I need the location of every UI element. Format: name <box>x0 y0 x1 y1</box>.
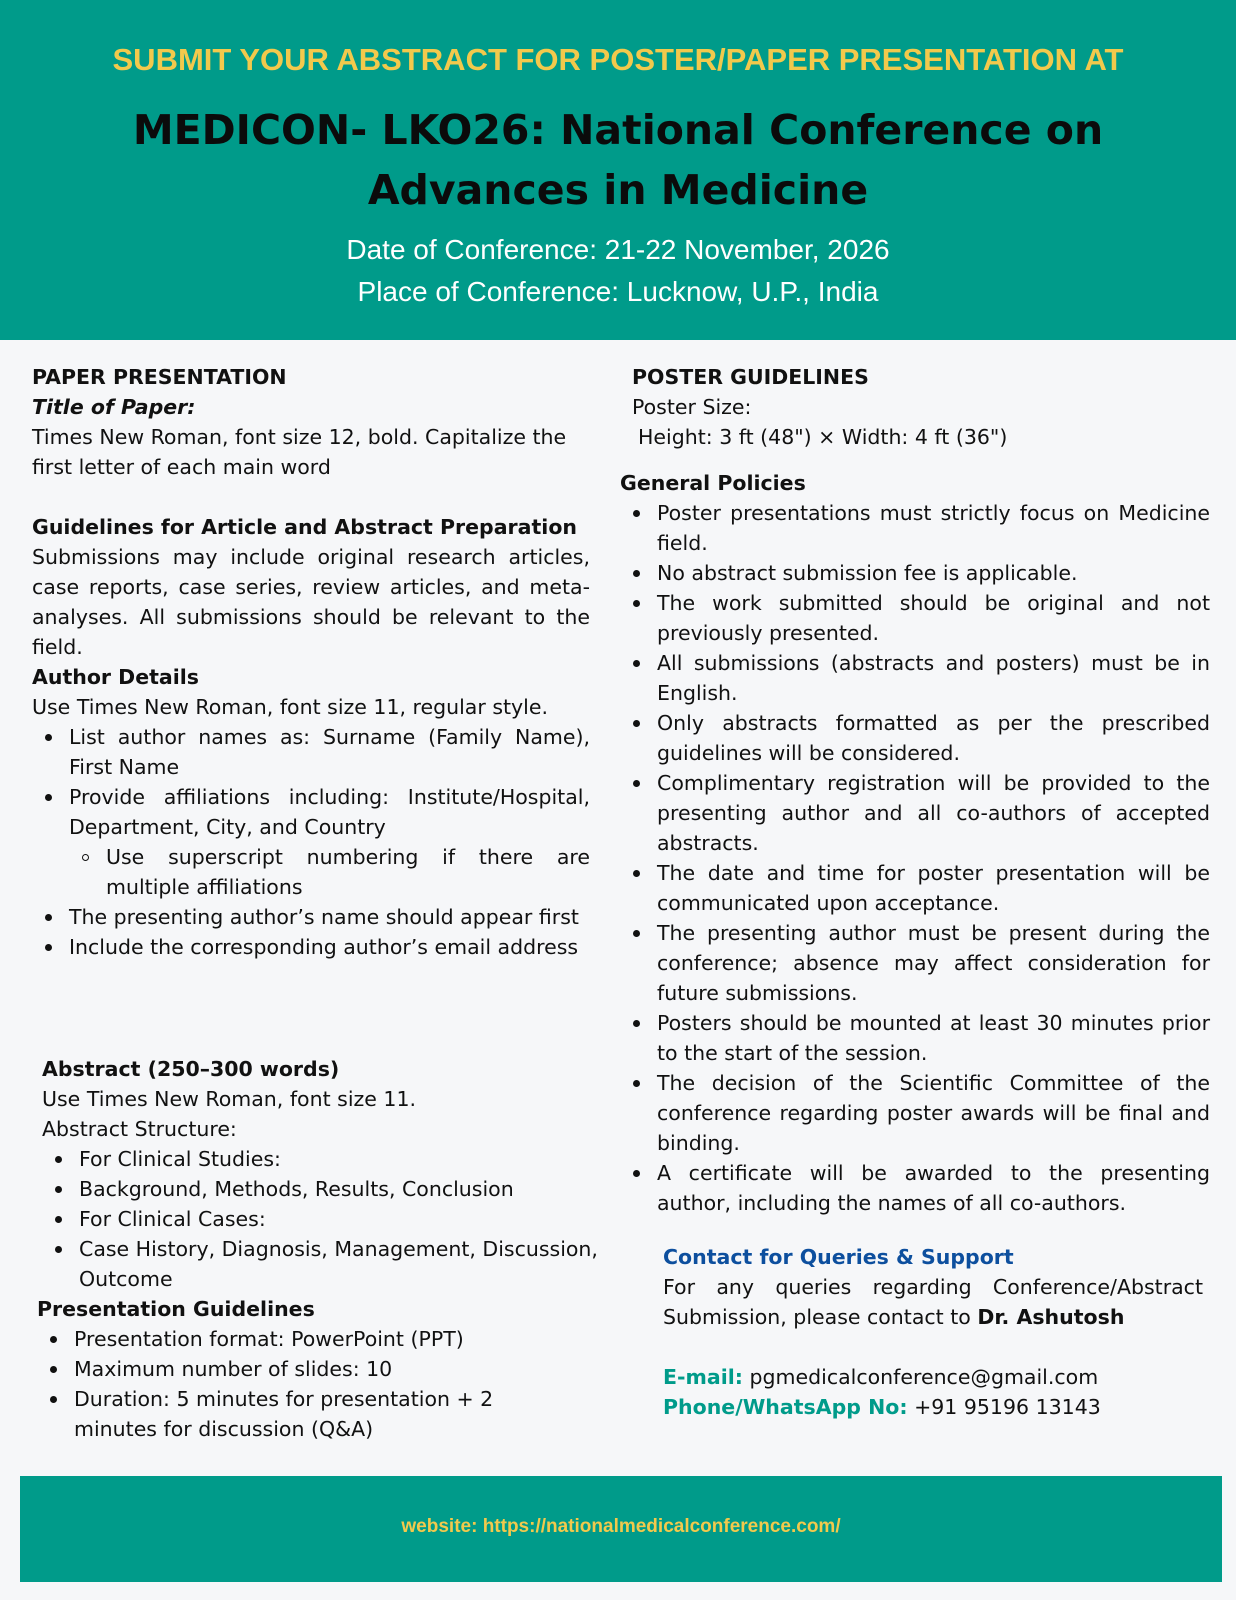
list-item: Provide affiliations including: Institute/Hospital, Department, City, and Country <box>32 782 590 842</box>
conference-date: Date of Conference: 21-22 November, 2026 <box>346 234 890 265</box>
list-item: Background, Methods, Results, Conclusion <box>42 1174 622 1204</box>
guidelines-heading: Guidelines for Article and Abstract Preparation <box>32 515 577 539</box>
list-item: All submissions (abstracts and posters) must be in English. <box>620 648 1210 708</box>
list-item: Maximum number of slides: 10 <box>37 1354 557 1384</box>
submit-subtitle: SUBMIT YOUR ABSTRACT FOR POSTER/PAPER PRESENTATION AT <box>112 42 1124 77</box>
conference-place: Place of Conference: Lucknow, U.P., India <box>357 276 879 307</box>
list-item: The date and time for poster presentation will be communicated upon acceptance. <box>620 858 1210 918</box>
presentation-section <box>37 1294 557 1444</box>
list-item: The decision of the Scientific Committee of the conference regarding poster awards will be final and binding. <box>620 1068 1210 1158</box>
list-item: No abstract submission fee is applicable. <box>620 558 1210 588</box>
website-link[interactable]: website: https://nationalmedicalconference.com/ <box>401 1516 841 1537</box>
list-item: The work submitted should be original and not previously presented. <box>620 588 1210 648</box>
abstract-structure-list <box>42 1144 622 1294</box>
contact-text: For any queries regarding Conference/Abstract Submission, please contact to <box>663 1275 1203 1329</box>
abstract-structure-label: Abstract Structure: <box>42 1117 237 1141</box>
general-policies-heading: General Policies <box>620 471 806 495</box>
list-item: Presentation format: PowerPoint (PPT) <box>37 1324 557 1354</box>
footer-banner <box>20 1476 1222 1582</box>
phone-number[interactable]: +91 95196 13143 <box>914 1395 1101 1419</box>
author-details-text: Use Times New Roman, font size 11, regular style. <box>32 695 548 719</box>
left-column <box>32 362 590 962</box>
guidelines-text: Submissions may include original research articles, case reports, case series, review articles, and meta-analyses. All submissions should be relevant to the field. <box>32 545 590 659</box>
policies-section <box>620 468 1210 1218</box>
author-details-list <box>32 722 590 962</box>
list-item: Case History, Diagnosis, Management, Discussion, Outcome <box>42 1234 622 1294</box>
list-item: Posters should be mounted at least 30 minutes prior to the start of the session. <box>620 1008 1210 1068</box>
poster-size-value: Height: 3 ft (48") × Width: 4 ft (36") <box>638 425 1008 449</box>
presentation-heading: Presentation Guidelines <box>37 1297 315 1321</box>
list-item: Only abstracts formatted as per the prescribed guidelines will be considered. <box>620 708 1210 768</box>
abstract-text: Use Times New Roman, font size 11. <box>42 1087 417 1111</box>
paper-presentation-heading: PAPER PRESENTATION <box>32 365 287 389</box>
list-item: The presenting author’s name should appear first <box>32 902 590 932</box>
list-item: The presenting author must be present during the conference; absence may affect consideration for future submissions. <box>620 918 1210 1008</box>
title-of-paper-label: Title of Paper: <box>32 395 196 419</box>
policies-list <box>620 498 1210 1218</box>
list-item: For Clinical Cases: <box>42 1204 622 1234</box>
list-item: List author names as: Surname (Family Name), First Name <box>32 722 590 782</box>
contact-heading: Contact for Queries & Support <box>663 1245 1014 1269</box>
list-item: A certificate will be awarded to the presenting author, including the names of all co-authors. <box>620 1158 1210 1218</box>
abstract-section <box>42 1054 622 1294</box>
author-details-heading: Author Details <box>32 665 199 689</box>
list-item: Poster presentations must strictly focus on Medicine field. <box>620 498 1210 558</box>
phone-label: Phone/WhatsApp No: <box>663 1395 908 1419</box>
poster-section <box>632 362 1212 452</box>
title-of-paper-text: Times New Roman, font size 12, bold. Capitalize the first letter of each main word <box>32 425 567 479</box>
list-item: Duration: 5 minutes for presentation + 2 minutes for discussion (Q&A) <box>37 1384 557 1444</box>
list-item: For Clinical Studies: <box>42 1144 622 1174</box>
list-item: Include the corresponding author’s email address <box>32 932 590 962</box>
contact-name: Dr. Ashutosh <box>977 1305 1125 1329</box>
poster-size-label: Poster Size: <box>632 395 752 419</box>
abstract-heading: Abstract (250–300 words) <box>42 1057 340 1081</box>
contact-section <box>663 1242 1203 1422</box>
email-link[interactable]: pgmedicalconference@gmail.com <box>749 1365 1099 1389</box>
presentation-list <box>37 1324 557 1444</box>
email-label: E-mail: <box>663 1365 743 1389</box>
header-banner <box>0 0 1236 340</box>
poster-guidelines-heading: POSTER GUIDELINES <box>632 365 869 389</box>
conference-title: MEDICON- LKO26: National Conference on Advances in Medicine <box>132 106 1104 214</box>
list-item: Complimentary registration will be provided to the presenting author and all co-authors of accepted abstracts. <box>620 768 1210 858</box>
list-item: Use superscript numbering if there are multiple affiliations <box>69 842 590 902</box>
